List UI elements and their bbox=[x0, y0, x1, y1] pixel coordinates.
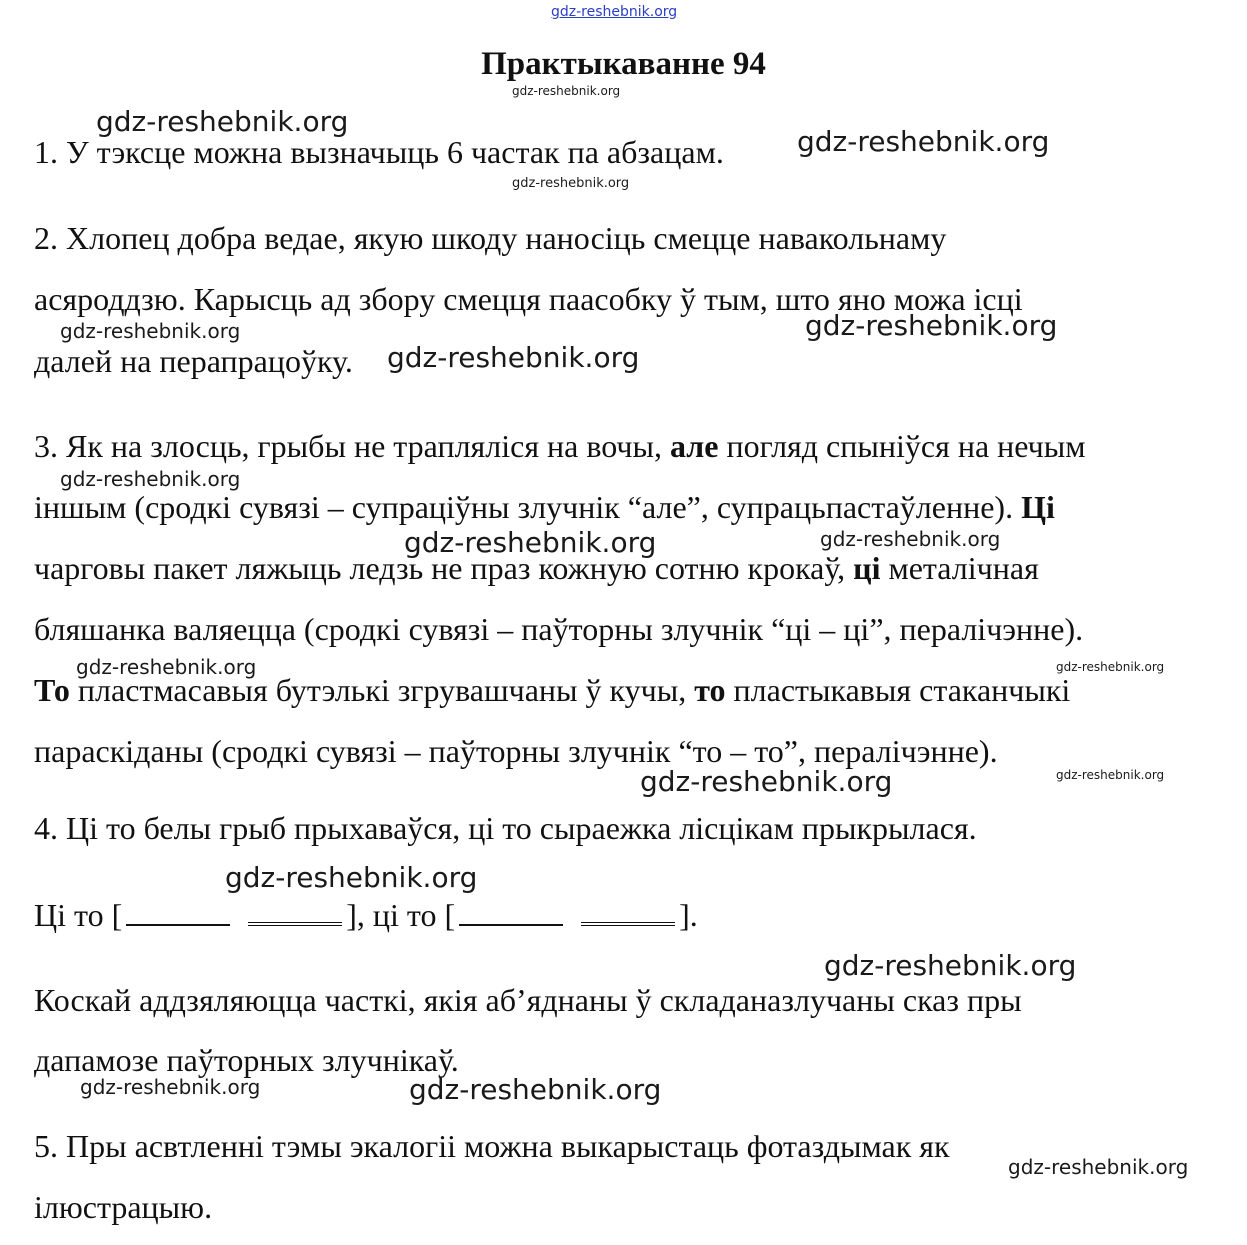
text-fragment: пластмасавыя бутэлькі згрувашчаны ў кучы, bbox=[69, 672, 695, 708]
scheme-text: Ці то [ bbox=[34, 897, 123, 933]
conjunction-bold: але bbox=[670, 428, 719, 464]
text-fragment: іншым (сродкі сувязі – супраціўны злучнік “але”, супрацьпастаўленне). bbox=[34, 489, 1022, 525]
text-fragment: металічная bbox=[880, 550, 1039, 586]
subject-underline bbox=[126, 904, 230, 926]
watermark: gdz-reshebnik.org bbox=[80, 1075, 261, 1099]
conjunction-bold: Ці bbox=[1021, 489, 1055, 525]
answer-5-line-1: 5. Пры асвтленні тэмы экалогіі можна выкарыстаць фотаздымак як bbox=[34, 1128, 950, 1164]
subject-underline bbox=[459, 904, 563, 926]
answer-4-line-1: 4. Ці то белы грыб прыхаваўся, ці то сыраежка лісцікам прыкрылася. bbox=[34, 810, 977, 846]
conjunction-bold: ці bbox=[853, 550, 881, 586]
answer-2-line-1: 2. Хлопец добра ведае, якую шкоду наносіць смецце навакольнаму bbox=[34, 220, 947, 256]
watermark: gdz-reshebnik.org bbox=[60, 467, 241, 491]
answer-3-line-6: параскіданы (сродкі сувязі – паўторны злучнік “то – то”, пералічэнне). bbox=[34, 733, 998, 769]
watermark: gdz-reshebnik.org bbox=[1056, 660, 1165, 674]
scheme-text: ], ці то [ bbox=[346, 897, 456, 933]
watermark: gdz-reshebnik.org bbox=[387, 341, 640, 374]
watermark: gdz-reshebnik.org bbox=[96, 105, 349, 138]
answer-3-line-1 bbox=[34, 426, 1086, 466]
watermark: gdz-reshebnik.org bbox=[797, 125, 1050, 158]
conjunction-bold: То bbox=[34, 672, 70, 708]
watermark: gdz-reshebnik.org bbox=[60, 319, 241, 343]
answer-2-line-2: асяроддзю. Карысць ад збору смецця паасобку ў тым, што яно можа ісці bbox=[34, 281, 1023, 317]
watermark: gdz-reshebnik.org bbox=[404, 526, 657, 559]
watermark: gdz-reshebnik.org bbox=[225, 861, 478, 894]
text-fragment: 3. Як на злосць, грыбы не трапляліся на вочы, bbox=[34, 428, 671, 464]
answer-3-line-2 bbox=[34, 487, 1055, 527]
page-title: Практыкаванне 94 bbox=[481, 46, 766, 82]
watermark: gdz-reshebnik.org bbox=[512, 84, 621, 98]
watermark: gdz-reshebnik.org bbox=[1056, 768, 1165, 782]
predicate-underline bbox=[248, 902, 342, 926]
predicate-underline bbox=[581, 902, 675, 926]
text-fragment: погляд спыніўся на нечым bbox=[718, 428, 1086, 464]
answer-1-line-1: 1. У тэксце можна вызначыць 6 частак па абзацам. bbox=[34, 134, 724, 170]
watermark: gdz-reshebnik.org bbox=[820, 527, 1001, 551]
answer-5-line-2: ілюстрацыю. bbox=[34, 1189, 213, 1225]
watermark: gdz-reshebnik.org bbox=[512, 176, 630, 191]
watermark: gdz-reshebnik.org bbox=[76, 655, 257, 679]
site-link[interactable]: gdz-reshebnik.org bbox=[551, 4, 678, 20]
answer-4-line-3: дапамозе паўторных злучнікаў. bbox=[34, 1042, 459, 1078]
text-fragment: чарговы пакет ляжыць ледзь не праз кожную сотню крокаў, bbox=[34, 550, 854, 586]
watermark: gdz-reshebnik.org bbox=[640, 765, 893, 798]
watermark: gdz-reshebnik.org bbox=[409, 1073, 662, 1106]
conjunction-bold: то bbox=[694, 672, 726, 708]
answer-3-line-4: бляшанка валяецца (сродкі сувязі – паўторны злучнік “ці – ці”, пералічэнне). bbox=[34, 611, 1084, 647]
watermark: gdz-reshebnik.org bbox=[824, 949, 1077, 982]
answer-2-line-3: далей на перапрацоўку. bbox=[34, 343, 353, 379]
scheme-text: ]. bbox=[679, 897, 698, 933]
watermark: gdz-reshebnik.org bbox=[805, 309, 1058, 342]
answer-4-line-2: Коскай аддзяляюцца часткі, якія аб’яднаны ў складаназлучаны сказ пры bbox=[34, 982, 1022, 1018]
sentence-scheme bbox=[34, 895, 698, 935]
text-fragment: пластыкавыя стаканчыкі bbox=[725, 672, 1071, 708]
watermark: gdz-reshebnik.org bbox=[1008, 1155, 1189, 1179]
